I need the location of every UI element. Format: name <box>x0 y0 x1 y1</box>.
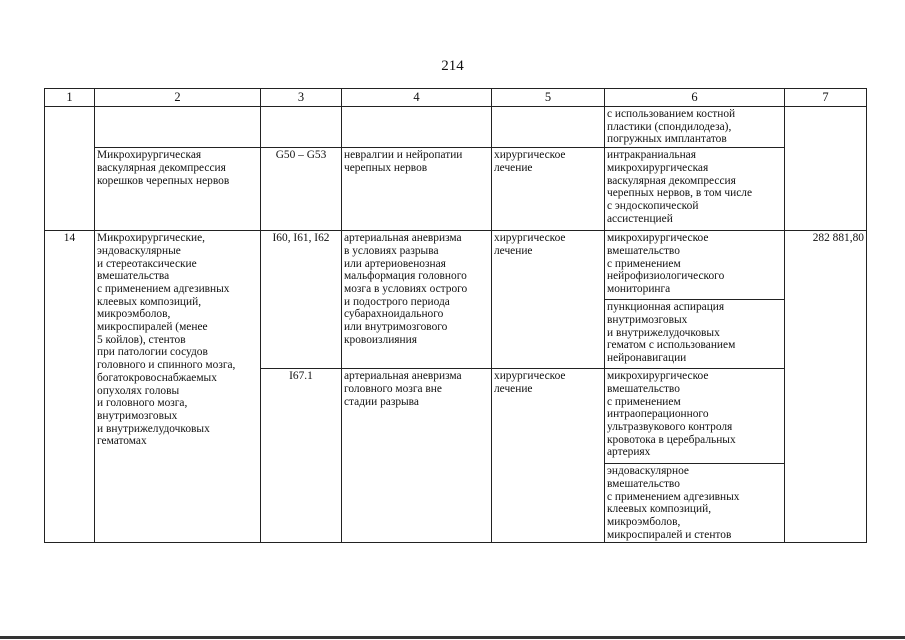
cell-method <box>605 369 785 464</box>
cell-text-line: опухолях головы <box>97 384 180 397</box>
cell-text-line: васкулярная декомпрессия <box>607 174 736 187</box>
cell-text-line: черепных нервов, в том числе <box>607 187 753 200</box>
cell-text-line: микроспиралей и стентов <box>607 528 732 541</box>
cell-text-line: или внутримозгового <box>344 321 448 334</box>
header-cell: 2 <box>95 89 261 107</box>
cell-text-line: Микрохирургическая <box>97 149 202 162</box>
cell-text-line: микроэмболов, <box>607 515 681 528</box>
cell-model <box>342 148 492 231</box>
cell-text-line: микроэмболов, <box>97 308 171 321</box>
cell-text-line: или артериовенозная <box>344 257 446 270</box>
cell-number: 14 <box>45 231 95 543</box>
cell-model <box>342 231 492 369</box>
cell-text-line: с эндоскопической <box>607 199 699 212</box>
cell-text-line: с применением адгезивных <box>97 282 230 295</box>
header-cell: 1 <box>45 89 95 107</box>
cell-text-line: 5 койлов), стентов <box>97 333 186 346</box>
cell-text-line: головного и спинного мозга, <box>97 359 236 372</box>
cell-text-line: клеевых композиций, <box>607 503 712 516</box>
cell-text-line: ассистенцией <box>607 212 673 225</box>
cell-method <box>605 300 785 369</box>
cell-text-line: внутримозговых <box>607 313 688 326</box>
cell-text-line: вмешательства <box>97 270 170 283</box>
cell-text-line: кровоизлияния <box>344 333 417 346</box>
cell-text-line: микрохирургическая <box>607 161 709 174</box>
cell-code: G50 – G53 <box>261 148 342 231</box>
cell-method <box>605 231 785 300</box>
cell-text-line: клеевых композиций, <box>97 295 202 308</box>
page-number: 214 <box>441 58 464 74</box>
cell-price: 282 881,80 <box>785 231 867 543</box>
cell-text-line: интраоперационного <box>607 408 709 421</box>
cell-name <box>95 148 261 231</box>
cell-treatment <box>492 107 605 148</box>
cell-text-line: артериях <box>607 446 651 459</box>
cell-text-line: артериальная аневризма <box>344 232 462 245</box>
cell-text-line: нейронавигации <box>607 351 687 364</box>
cell-name <box>95 107 261 148</box>
cell-text-line: эндоваскулярное <box>607 465 689 478</box>
cell-method <box>605 464 785 543</box>
cell-text-line: кровотока в церебральных <box>607 433 736 446</box>
cell-price <box>785 107 867 231</box>
header-cell: 5 <box>492 89 605 107</box>
cell-text-line: с применением <box>607 395 681 408</box>
cell-text-line: стадии разрыва <box>344 395 419 408</box>
cell-text-line: и головного мозга, <box>97 397 188 410</box>
header-cell: 4 <box>342 89 492 107</box>
cell-model <box>342 107 492 148</box>
cell-text-line: и подострого периода <box>344 295 450 308</box>
cell-text-line: хирургическое <box>494 370 566 383</box>
cell-text-line: пункционная аспирация <box>607 301 725 314</box>
cell-text-line: корешков черепных нервов <box>97 174 230 187</box>
cell-text-line: артериальная аневризма <box>344 370 462 383</box>
cell-text-line: субарахноидального <box>344 308 444 321</box>
cell-text-line: лечение <box>494 382 533 395</box>
cell-text-line: в условиях разрыва <box>344 244 439 257</box>
cell-code <box>261 107 342 148</box>
continuation-row <box>45 107 867 148</box>
cell-text-line: и стереотаксические <box>97 257 197 270</box>
cell-number <box>45 107 95 231</box>
cell-text-line: гематом с использованием <box>607 339 736 352</box>
cell-text-line: васкулярная декомпрессия <box>97 161 226 174</box>
cell-treatment <box>492 148 605 231</box>
header-cell: 7 <box>785 89 867 107</box>
cell-text-line: головного мозга вне <box>344 382 442 395</box>
cell-text-line: лечение <box>494 244 533 257</box>
cell-model <box>342 369 492 543</box>
table-row <box>45 148 867 231</box>
cell-text-line: микрохирургическое <box>607 232 709 245</box>
cell-text-line: мальформация головного <box>344 270 467 283</box>
cell-text-line: с применением <box>607 257 681 270</box>
header-cell: 3 <box>261 89 342 107</box>
cell-text-line: ультразвукового контроля <box>607 420 733 433</box>
header-row <box>45 89 867 107</box>
cell-text-line: черепных нервов <box>344 161 428 174</box>
cell-code: I60, I61, I62 <box>261 231 342 369</box>
cell-text-line: нейрофизиологического <box>607 270 725 283</box>
cell-text-line: вмешательство <box>607 477 680 490</box>
cell-text-line: богатокровоснабжаемых <box>97 371 217 384</box>
cell-text-line: при патологии сосудов <box>97 346 208 359</box>
cell-text-line: мозга в условиях острого <box>344 282 468 295</box>
cell-text-line: вмешательство <box>607 244 680 257</box>
cell-text-line: Микрохирургические, <box>97 232 206 245</box>
cell-text-line: внутримозговых <box>97 409 178 422</box>
cell-text-line: пластики (спондилодеза), <box>607 120 732 133</box>
scan-edge-line <box>0 636 905 639</box>
cell-text-line: и внутрижелудочковых <box>97 422 210 435</box>
cell-text-line: погружных имплантатов <box>607 133 727 146</box>
cell-text-line: эндоваскулярные <box>97 244 181 257</box>
cell-text-line: хирургическое <box>494 232 566 245</box>
cell-text-line: с использованием костной <box>607 108 736 120</box>
cell-text-line: и внутрижелудочковых <box>607 326 720 339</box>
cell-text-line: микроспиралей (менее <box>97 321 208 334</box>
header-cell: 6 <box>605 89 785 107</box>
cell-text-line: лечение <box>494 161 533 174</box>
cell-method <box>605 148 785 231</box>
cell-name <box>95 231 261 543</box>
cell-text-line: хирургическое <box>494 149 566 162</box>
cell-text-line: мониторинга <box>607 282 671 295</box>
cell-text-line: интракраниальная <box>607 149 696 162</box>
cell-text-line: гематомах <box>97 435 147 448</box>
cell-text-line: вмешательство <box>607 382 680 395</box>
cell-code: I67.1 <box>261 369 342 543</box>
cell-treatment <box>492 231 605 369</box>
cell-method <box>605 107 785 148</box>
medical-care-table <box>44 88 867 543</box>
table-row <box>45 231 867 300</box>
cell-text-line: невралгии и нейропатии <box>344 149 463 162</box>
cell-text-line: с применением адгезивных <box>607 490 740 503</box>
cell-text-line: микрохирургическое <box>607 370 709 383</box>
cell-treatment <box>492 369 605 543</box>
